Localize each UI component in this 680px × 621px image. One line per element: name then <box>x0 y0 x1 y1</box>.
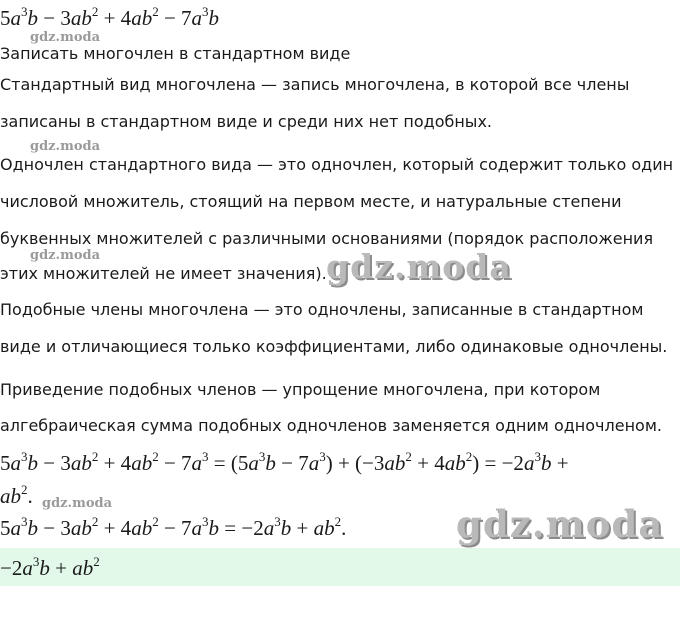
problem-expression: $5a^3b - 3ab^2 + 4ab^2 - 7a^3b$ <box>0 4 220 30</box>
watermark-large: gdz.moda <box>326 247 512 286</box>
task-heading: Записать многочлен в стандартном виде <box>0 44 351 63</box>
answer-expression: $-2a^3b + ab^2$ <box>0 554 100 580</box>
solution-line-2: $5a^3b - 3ab^2 + 4ab^2 - 7a^3b = -2a^3b + ab^2$. <box>0 514 347 540</box>
combining-line-1: Приведение подобных членов — упрощение многочлена, при котором <box>0 380 601 399</box>
watermark-small: gdz.moda <box>42 496 113 511</box>
like-terms-line-2: виде и отличающиеся только коэффициентами, либо одинаковые одночлены. <box>0 337 668 356</box>
watermark-small: gdz.moda <box>30 30 101 45</box>
watermark-large: gdz.moda <box>456 502 664 546</box>
watermark-small: gdz.moda <box>30 139 101 154</box>
like-terms-line-1: Подобные члены многочлена — это одночлены, записанные в стандартном <box>0 300 644 319</box>
monomial-line-3: буквенных множителей с различными основаниями (порядок расположения <box>0 229 654 248</box>
solution-line-1: $5a^3b - 3ab^2 + 4ab^2 - 7a^3 = (5a^3b - 7a^3) + (-3ab^2 + 4ab^2) = -2a^3b$ + <box>0 449 569 475</box>
solution-line-1-continuation: $ab^2$. <box>0 482 33 508</box>
monomial-line-1: Одночлен стандартного вида — это одночлен, который содержит только один <box>0 155 674 174</box>
monomial-line-4: этих множителей не имеет значения). <box>0 264 327 283</box>
combining-line-2: алгебраическая сумма подобных одночленов заменяется одним одночленом. <box>0 416 662 435</box>
standard-form-line-1: Стандартный вид многочлена — запись многочлена, в которой все члены <box>0 75 630 94</box>
monomial-line-2: числовой множитель, стоящий на первом месте, и натуральные степени <box>0 192 622 211</box>
watermark-small: gdz.moda <box>30 248 101 263</box>
standard-form-line-2: записаны в стандартном виде и среди них нет подобных. <box>0 112 492 131</box>
answer-box <box>0 548 680 586</box>
